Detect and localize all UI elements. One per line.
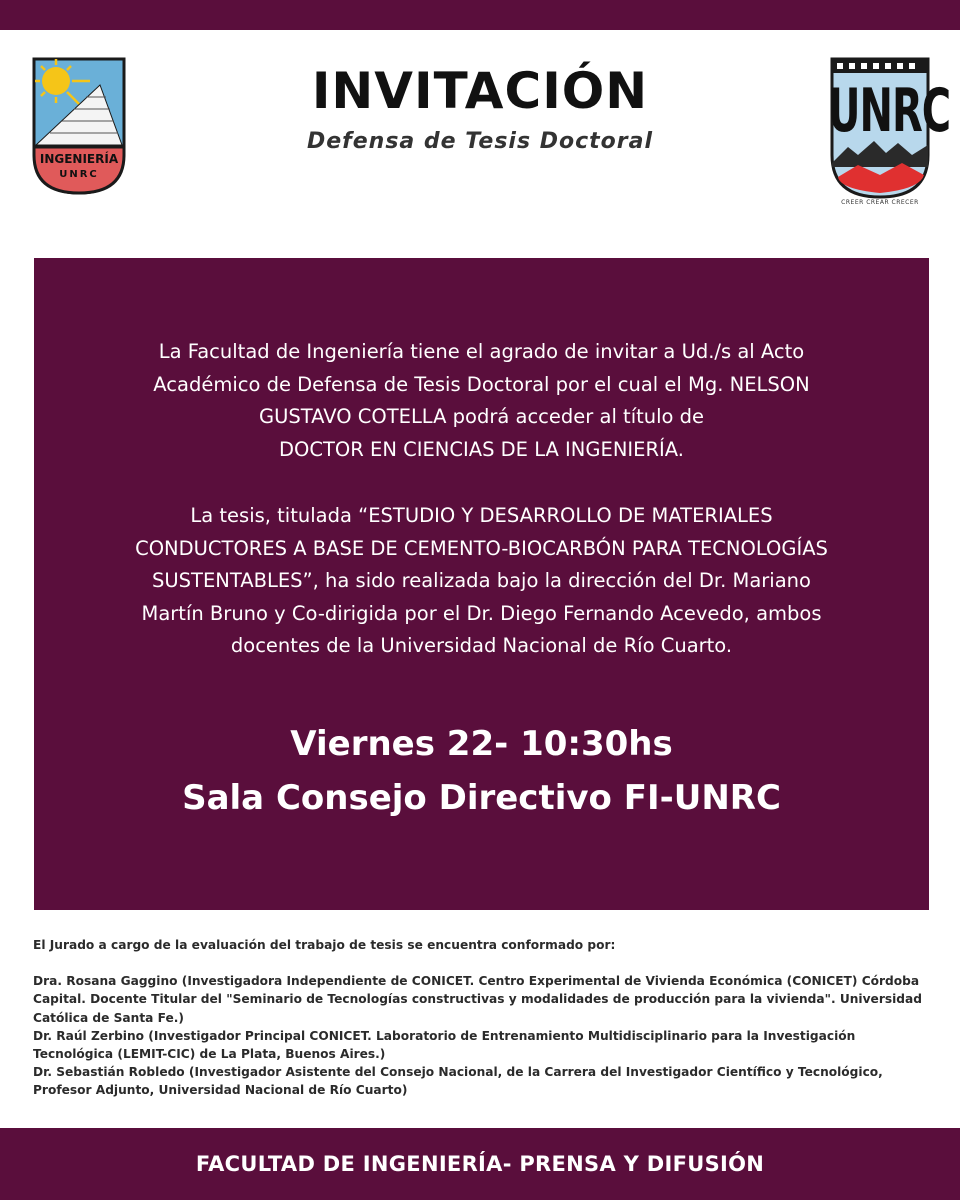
page-subtitle: Defensa de Tesis Doctoral [306, 129, 654, 154]
event-date: Viernes 22- 10:30hs [290, 724, 673, 764]
text-line: Académico de Defensa de Tesis Doctoral por el cual el Mg. NELSON [153, 372, 810, 396]
jury-line: Dra. Rosana Gaggino (Investigadora Independiente de CONICET. Centro Experimental de Vivienda Económica (CONICET) Córdoba [33, 974, 920, 989]
unrc-shield-logo [828, 55, 951, 210]
jury-line: Tecnológica (LEMIT-CIC) de La Plata, Buenos Aires.) [33, 1047, 386, 1062]
text-line: CONDUCTORES A BASE DE CEMENTO-BIOCARBÓN PARA TECNOLOGÍAS [135, 536, 828, 560]
invitation-paragraph [94, 336, 869, 466]
text-line: Martín Bruno y Co-dirigida por el Dr. Diego Fernando Acevedo, ambos [141, 601, 822, 625]
jury-line: Capital. Docente Titular del "Seminario de Tecnologías constructivas y modalidades de producción para la vivienda". Universidad [33, 992, 922, 1007]
jury-intro: El Jurado a cargo de la evaluación del trabajo de tesis se encuentra conformado por: [33, 938, 616, 952]
event-place: Sala Consejo Directivo FI-UNRC [182, 778, 781, 818]
footer-bar [0, 1128, 960, 1200]
jury-line: Católica de Santa Fe.) [33, 1010, 184, 1025]
invitation-panel [34, 258, 929, 910]
text-line: La tesis, titulada “ESTUDIO Y DESARROLLO DE MATERIALES [190, 504, 773, 527]
page-title: INVITACIÓN [311, 62, 649, 120]
ingenieria-unrc-logo [30, 55, 128, 197]
text-line: DOCTOR EN CIENCIAS DE LA INGENIERÍA. [279, 437, 684, 461]
text-line: GUSTAVO COTELLA podrá acceder al título de [258, 405, 705, 428]
ingenieria-logo-text: INGENIERÍA [39, 152, 119, 166]
unrc-logo-subtext: UNRC [59, 169, 99, 180]
text-line: SUSTENTABLES”, ha sido realizada bajo la dirección del Dr. Mariano [152, 569, 811, 592]
jury-line: Dr. Sebastián Robledo (Investigador Asistente del Consejo Nacional, de la Carrera del Investigador Científico y Tecnológico, [33, 1065, 883, 1080]
unrc-shield-text: UNRC [828, 77, 951, 146]
jury-line: Profesor Adjunto, Universidad Nacional de Río Cuarto) [33, 1083, 408, 1098]
unrc-motto: CREER CREAR CRECER [841, 199, 919, 206]
footer-text: FACULTAD DE INGENIERÍA- PRENSA Y DIFUSIÓN [195, 1152, 765, 1176]
text-line: La Facultad de Ingeniería tiene el agrado de invitar a Ud./s al Acto [158, 340, 805, 363]
jury-line: Dr. Raúl Zerbino (Investigador Principal CONICET. Laboratorio de Entrenamiento Multidisciplinario para la Investigación [33, 1028, 856, 1043]
top-bar [0, 0, 960, 30]
thesis-paragraph [94, 500, 869, 663]
text-line: docentes de la Universidad Nacional de Río Cuarto. [230, 634, 733, 657]
jury-section [33, 936, 928, 1100]
